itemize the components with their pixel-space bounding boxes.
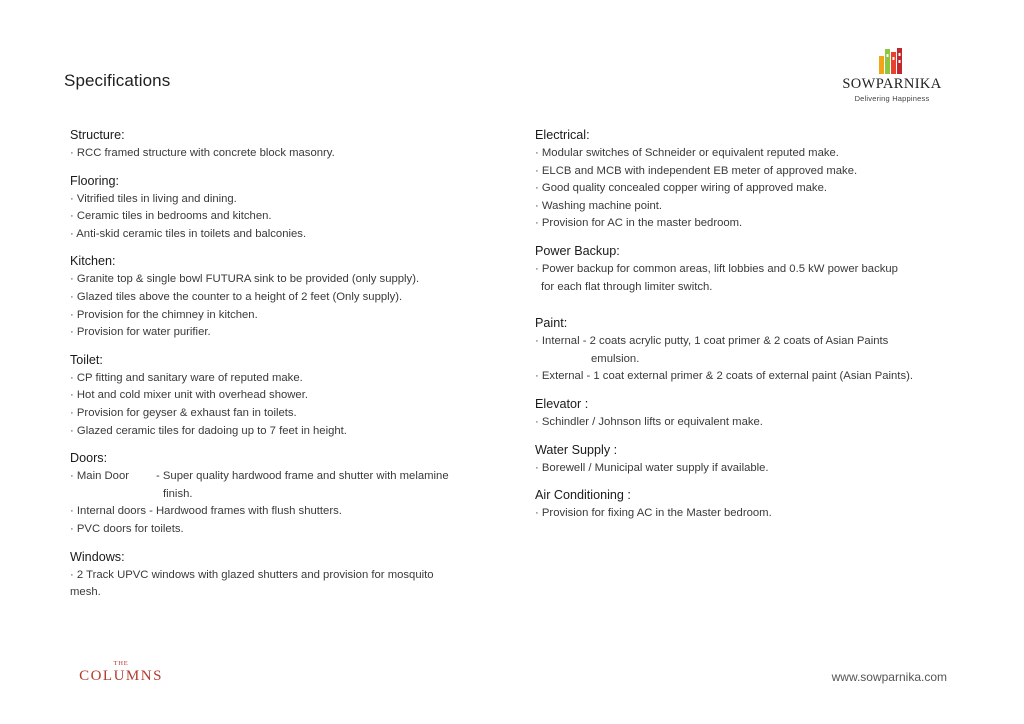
spec-line: · Hot and cold mixer unit with overhead shower. <box>70 389 308 402</box>
project-logo <box>75 660 167 688</box>
right-spec-column <box>535 126 955 532</box>
spec-line: · Provision for AC in the master bedroom. <box>535 217 743 230</box>
spec-line: · Provision for the chimney in kitchen. <box>70 308 258 321</box>
section-heading: Air Conditioning : <box>535 488 631 503</box>
spec-line: · Ceramic tiles in bedrooms and kitchen. <box>70 210 272 223</box>
spec-line: · RCC framed structure with concrete block masonry. <box>70 147 335 159</box>
main-door-row <box>70 468 490 486</box>
spec-line: · Good quality concealed copper wiring of approved make. <box>535 182 828 195</box>
spec-line: · Provision for water purifier. <box>70 326 211 339</box>
main-door-continuation: finish. <box>163 487 193 500</box>
section-heading: Structure: <box>70 128 125 142</box>
spec-line: · Modular switches of Schneider or equivalent reputed make. <box>535 147 839 159</box>
section-heading: Water Supply : <box>535 442 618 457</box>
page-title: Specifications <box>64 71 171 90</box>
paint-section <box>535 314 955 386</box>
spec-line: · Granite top & single bowl FUTURA sink to be provided (only supply). <box>70 273 420 286</box>
section-heading: Power Backup: <box>535 243 620 258</box>
website-link[interactable]: www.sowparnika.com <box>831 670 947 684</box>
spec-line: · Internal doors - Hardwood frames with flush shutters. <box>70 505 342 518</box>
brand-mark-icon <box>876 46 906 74</box>
spec-line: · Internal - 2 coats acrylic putty, 1 coat primer & 2 coats of Asian Paints <box>535 335 889 348</box>
section-heading: Windows: <box>70 549 125 564</box>
spec-line: · Glazed ceramic tiles for dadoing up to 7 feet in height. <box>70 424 347 437</box>
left-spec-column <box>70 126 490 611</box>
project-logo-small: THE <box>113 660 129 667</box>
flooring-section <box>70 172 490 244</box>
spec-line: · Washing machine point. <box>535 199 663 212</box>
water-supply-section <box>535 441 955 478</box>
spec-line: emulsion. <box>591 352 640 365</box>
section-heading: Paint: <box>535 316 568 331</box>
spec-line: · Anti-skid ceramic tiles in toilets and balconies. <box>70 227 307 240</box>
spec-line: · CP fitting and sanitary ware of reputed make. <box>70 371 303 384</box>
kitchen-section <box>70 252 490 341</box>
section-heading: Toilet: <box>70 352 103 367</box>
spec-line: mesh. <box>70 586 101 599</box>
spec-line: · Glazed tiles above the counter to a height of 2 feet (Only supply). <box>70 290 403 303</box>
brand-tagline: Delivering Happiness <box>854 94 930 103</box>
spec-line: · Provision for fixing AC in the Master bedroom. <box>535 507 772 520</box>
section-heading: Elevator : <box>535 396 589 411</box>
toilet-section <box>70 351 490 440</box>
main-door-label: · Main Door <box>70 470 130 483</box>
power-backup-section <box>535 242 955 296</box>
main-door-text: - Super quality hardwood frame and shutter with melamine <box>156 470 449 483</box>
spec-line: · Provision for geyser & exhaust fan in toilets. <box>70 406 297 419</box>
spec-line: · External - 1 coat external primer & 2 coats of external paint (Asian Paints). <box>535 370 913 383</box>
spec-line: for each flat through limiter switch. <box>541 280 713 293</box>
spec-line: · ELCB and MCB with independent EB meter of approved make. <box>535 164 858 177</box>
section-heading: Doors: <box>70 451 108 466</box>
section-heading: Electrical: <box>535 128 590 142</box>
spec-line: · Power backup for common areas, lift lobbies and 0.5 kW power backup <box>535 262 898 275</box>
elevator-section <box>535 395 955 432</box>
section-heading: Flooring: <box>70 173 119 188</box>
doors-section <box>70 449 490 538</box>
air-conditioning-section <box>535 486 955 523</box>
spec-line: · Vitrified tiles in living and dining. <box>70 192 237 205</box>
section-heading: Kitchen: <box>70 254 116 269</box>
spec-line: · 2 Track UPVC windows with glazed shutters and provision for mosquito <box>70 568 434 581</box>
spec-line: · Borewell / Municipal water supply if available. <box>535 461 769 474</box>
brand-name: SOWPARNIKA <box>842 76 942 92</box>
spec-line: · PVC doors for toilets. <box>70 522 184 535</box>
spec-line: · Schindler / Johnson lifts or equivalent make. <box>535 415 763 428</box>
electrical-section <box>535 126 955 233</box>
structure-section <box>70 126 490 163</box>
project-logo-name: COLUMNS <box>79 668 163 684</box>
windows-section <box>70 548 490 602</box>
